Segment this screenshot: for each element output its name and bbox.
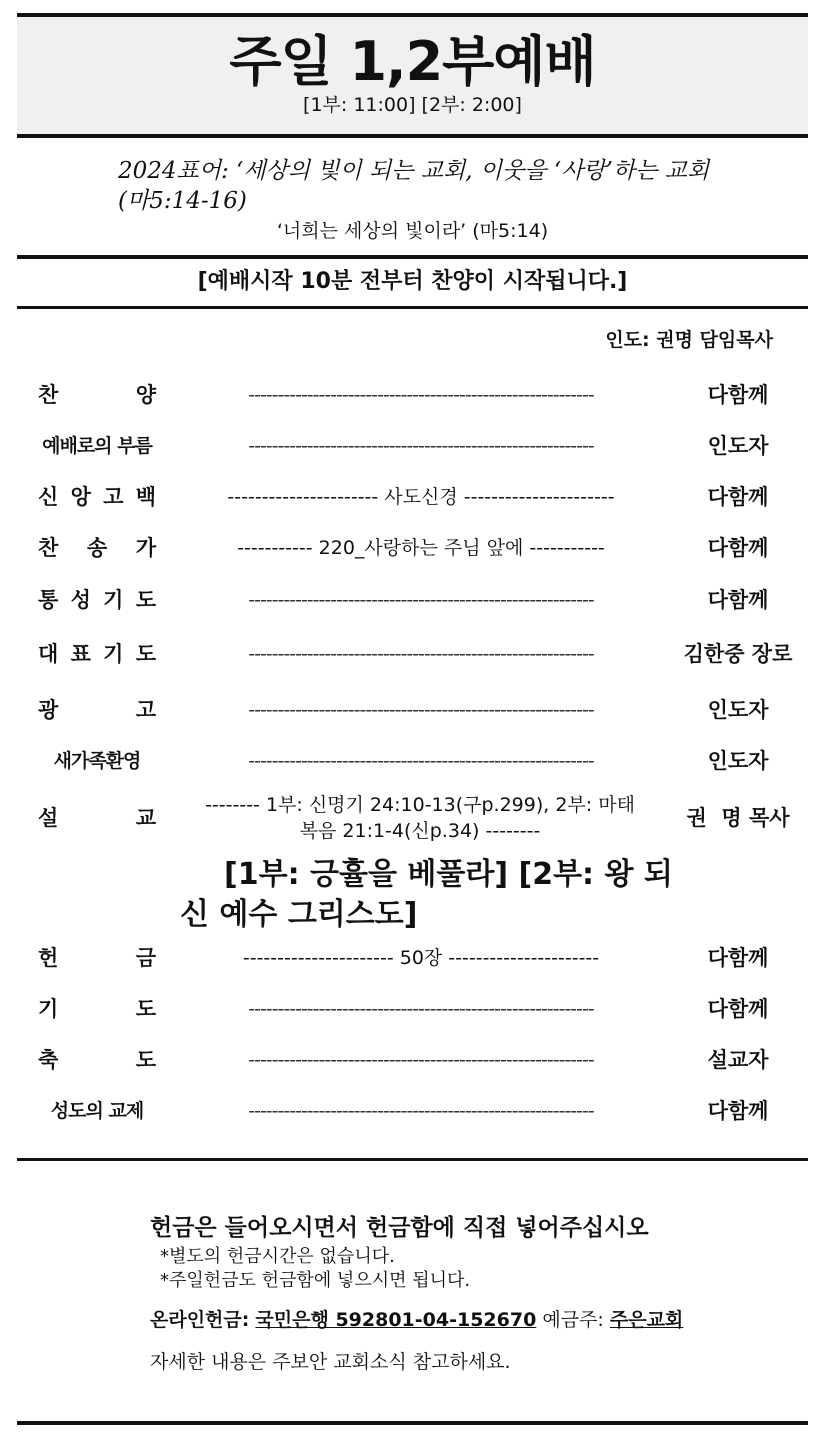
order-content: -----------------------------------------------------------: [248, 589, 594, 611]
label-char: 금: [135, 946, 156, 970]
detail-note: 자세한 내용은 주보안 교회소식 참고하세요.: [150, 1351, 511, 1373]
label-char: 헌: [38, 946, 59, 970]
yearly-motto: 2024표어: ‘세상의 빛이 되는 교회, 이웃을 ‘사랑’하는 교회 (마5:14-16): [118, 158, 710, 214]
label-char: 찬: [38, 383, 59, 407]
order-row: [0, 1040, 825, 1080]
order-bottom-rule: [17, 1158, 808, 1161]
label-char: 통: [38, 588, 59, 612]
label-char: 도: [135, 642, 156, 666]
label-char: 기: [103, 588, 124, 612]
title-bottom-rule: [17, 134, 808, 138]
label-char: 앙: [70, 485, 91, 509]
worship-notice: [예배시작 10분 전부터 찬양이 시작됩니다.]: [197, 269, 628, 294]
order-label: [38, 580, 156, 620]
order-person: 다함께: [707, 997, 769, 1021]
motto-verse: ‘너희는 세상의 빛이라’ (마5:14): [276, 220, 549, 242]
label-char: 성: [70, 588, 91, 612]
order-person: 인도자: [707, 698, 769, 722]
label-char: 기: [38, 997, 59, 1021]
order-person: 인도자: [707, 434, 769, 458]
order-content: ---------------------- 사도신경 ----------------------: [227, 486, 615, 508]
order-label: [38, 528, 156, 568]
order-content: -----------------------------------------------------------: [248, 699, 594, 721]
order-label: [38, 690, 156, 730]
online-offering-label: 온라인헌금:: [150, 1309, 250, 1331]
order-row: [0, 580, 825, 620]
order-label: [38, 989, 156, 1029]
service-times: [1부: 11:00] [2부: 2:00]: [303, 94, 522, 116]
page-title: 주일 1,2부예배: [229, 30, 596, 93]
label-char: 광: [38, 698, 59, 722]
order-label: [38, 477, 156, 517]
account-holder-label: 예금주:: [542, 1309, 604, 1331]
order-row: [0, 477, 825, 517]
sermon-preacher: 권 명 목사: [686, 806, 790, 830]
order-row: [0, 989, 825, 1029]
order-label: [38, 741, 156, 781]
order-content: -----------------------------------------------------------: [248, 1100, 594, 1122]
bank-account: 국민은행 592801-04-152670: [255, 1309, 537, 1331]
label-char: 백: [135, 485, 156, 509]
label-char: 신: [38, 485, 59, 509]
order-label: [38, 938, 156, 978]
label-char: 송: [86, 536, 108, 560]
label-char: 새가족환영: [53, 750, 141, 772]
order-content: -----------------------------------------------------------: [248, 384, 594, 406]
notice-bottom-rule: [17, 306, 808, 309]
order-content: -----------------------------------------------------------: [248, 750, 594, 772]
order-content: -----------------------------------------------------------: [248, 643, 594, 665]
order-person: 다함께: [707, 485, 769, 509]
label-char: 대: [38, 642, 59, 666]
label-char: 표: [70, 642, 91, 666]
order-row: [0, 741, 825, 781]
account-holder: 주은교회: [609, 1309, 684, 1331]
order-content: ----------- 220_사랑하는 주님 앞에 -----------: [237, 537, 605, 559]
offering-note-1: *별도의 헌금시간은 없습니다.: [160, 1246, 395, 1267]
service-leader: 인도: 권명 담임목사: [605, 329, 773, 351]
order-person: 인도자: [707, 749, 769, 773]
order-row: [0, 375, 825, 415]
order-label: [38, 1091, 156, 1131]
label-char: 도: [135, 1048, 156, 1072]
order-row: [0, 690, 825, 730]
order-row: [0, 426, 825, 466]
label-char: 설: [38, 806, 59, 830]
label-char: 찬: [38, 536, 59, 560]
label-char: 축: [38, 1048, 59, 1072]
online-offering: [150, 1306, 683, 1334]
label-char: 고: [135, 698, 156, 722]
order-row: [0, 528, 825, 568]
order-label: [38, 634, 156, 674]
order-person: 다함께: [707, 383, 769, 407]
page-bottom-rule: [17, 1421, 808, 1425]
sermon-scripture: -------- 1부: 신명기 24:10-13(구p.299), 2부: 마태복음 21:1-4(신p.34) --------: [205, 794, 635, 842]
order-content: -----------------------------------------------------------: [248, 435, 594, 457]
label-char: 도: [135, 588, 156, 612]
order-person: 김한중 장로: [683, 642, 793, 666]
offering-note-2: *주일헌금도 헌금함에 넣으시면 됩니다.: [160, 1270, 471, 1291]
order-label-sermon: [38, 798, 156, 838]
label-char: 도: [135, 997, 156, 1021]
order-label: [38, 426, 156, 466]
order-row: [0, 1091, 825, 1131]
offering-notice: 헌금은 들어오시면서 헌금함에 직접 넣어주십시오: [150, 1215, 649, 1241]
order-label: [38, 1040, 156, 1080]
label-char: 양: [135, 383, 156, 407]
order-person: 다함께: [707, 536, 769, 560]
order-content: -----------------------------------------------------------: [248, 1049, 594, 1071]
order-person: 설교자: [707, 1048, 769, 1072]
label-char: 성도의 교제: [50, 1100, 144, 1122]
label-char: 기: [103, 642, 124, 666]
label-char: 예배로의 부름: [42, 435, 152, 457]
label-char: 가: [135, 536, 156, 560]
order-person: 다함께: [707, 946, 769, 970]
order-label: [38, 375, 156, 415]
notice-top-rule: [17, 255, 808, 259]
sermon-title: [1부: 긍휼을 베풀라] [2부: 왕 되신 예수 그리스도]: [180, 857, 673, 932]
label-char: 고: [103, 485, 124, 509]
order-content: -----------------------------------------------------------: [248, 998, 594, 1020]
label-char: 교: [135, 806, 156, 830]
order-person: 다함께: [707, 1099, 769, 1123]
order-row: [0, 634, 825, 674]
order-row: [0, 938, 825, 978]
order-person: 다함께: [707, 588, 769, 612]
order-content: ---------------------- 50장 ----------------------: [242, 947, 600, 969]
